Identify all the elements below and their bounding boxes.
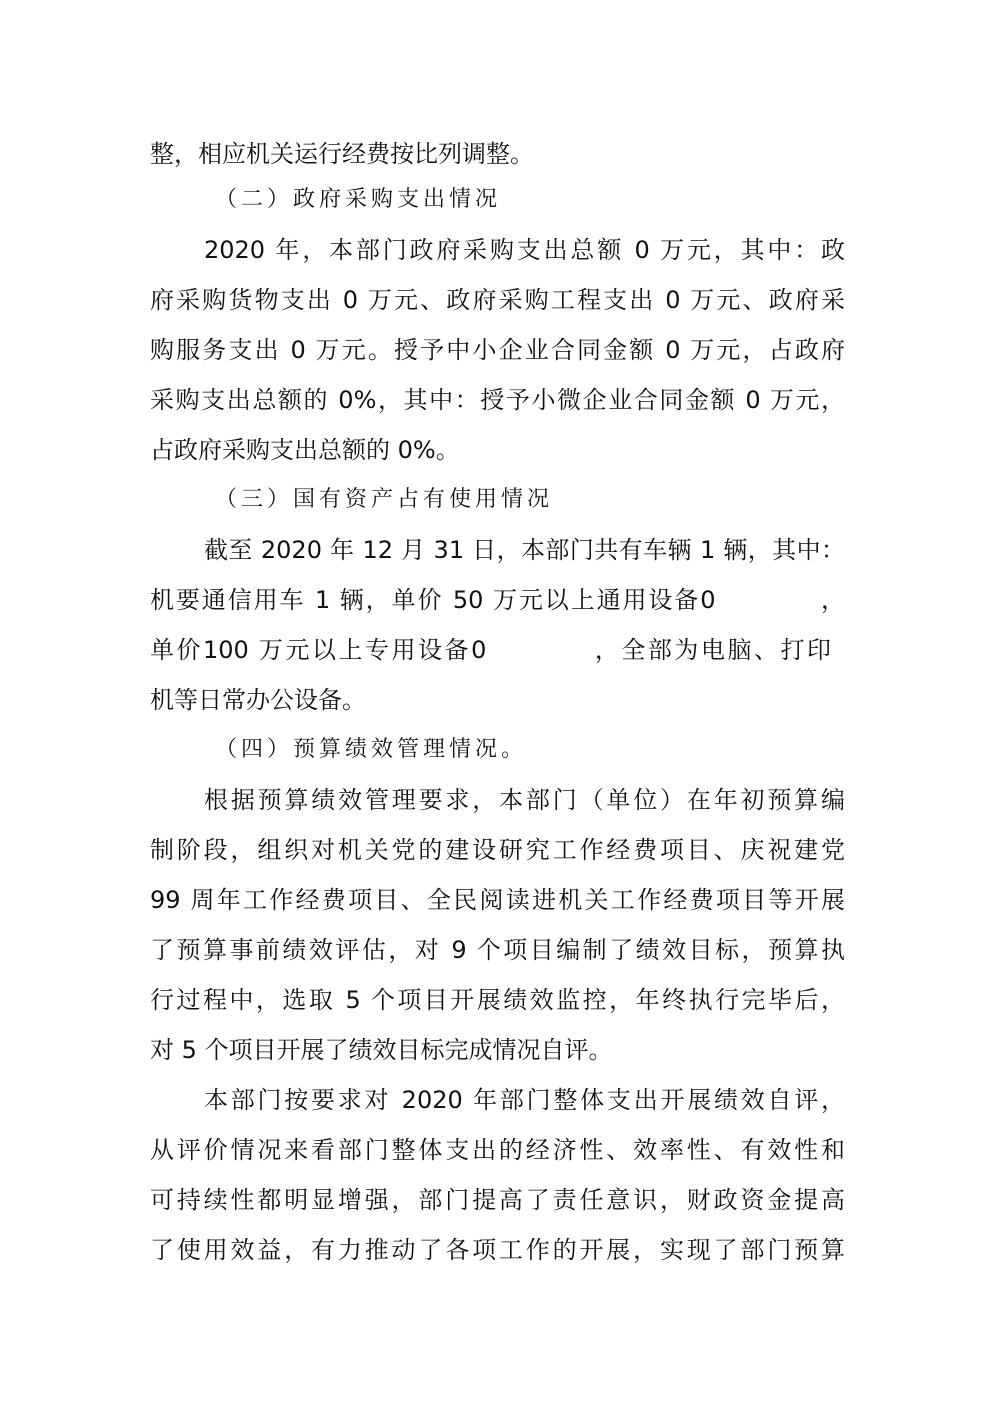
paragraph-line: 占政府采购支出总额的 0%。 xyxy=(150,436,460,464)
paragraph-line: 根据预算绩效管理要求，本部门（单位）在年初预算编 xyxy=(204,786,845,814)
paragraph-line: 单价100 万元以上专用设备0 ，全部为电脑、打印 xyxy=(150,636,831,664)
paragraph-line: 机等日常办公设备。 xyxy=(150,686,366,714)
paragraph-line: 制阶段，组织对机关党的建设研究工作经费项目、庆祝建党 xyxy=(150,836,845,864)
paragraph-line: 99 周年工作经费项目、全民阅读进机关工作经费项目等开展 xyxy=(150,886,845,914)
paragraph-line: 从评价情况来看部门整体支出的经济性、效率性、有效性和 xyxy=(150,1136,845,1164)
paragraph-line: 可持续性都明显增强，部门提高了责任意识，财政资金提高 xyxy=(150,1186,845,1214)
paragraph-line: 截至 2020 年 12 月 31 日，本部门共有车辆 1 辆，其中： xyxy=(204,536,845,564)
paragraph-line: 整，相应机关运行经费按比列调整。 xyxy=(150,140,534,168)
paragraph-line: 2020 年，本部门政府采购支出总额 0 万元，其中：政 xyxy=(204,236,845,264)
paragraph-line: 了使用效益，有力推动了各项工作的开展，实现了部门预算 xyxy=(150,1236,845,1264)
paragraph-line: 机要通信用车 1 辆，单价 50 万元以上通用设备0 ， xyxy=(150,586,845,614)
paragraph-line: 了预算事前绩效评估，对 9 个项目编制了绩效目标，预算执 xyxy=(150,936,845,964)
paragraph-line: 府采购货物支出 0 万元、政府采购工程支出 0 万元、政府采 xyxy=(150,286,845,314)
section-heading-government-procurement: （二）政府采购支出情况 xyxy=(215,187,502,212)
paragraph-line: 采购支出总额的 0%，其中：授予小微企业合同金额 0 万元， xyxy=(150,386,845,414)
paragraph-line: 购服务支出 0 万元。授予中小企业合同金额 0 万元，占政府 xyxy=(150,336,845,364)
paragraph-line: 对 5 个项目开展了绩效目标完成情况自评。 xyxy=(150,1036,613,1064)
paragraph-line: 本部门按要求对 2020 年部门整体支出开展绩效自评， xyxy=(204,1086,845,1114)
paragraph-line: 行过程中，选取 5 个项目开展绩效监控，年终执行完毕后， xyxy=(150,986,845,1014)
section-heading-performance-management: （四）预算绩效管理情况。 xyxy=(215,737,528,762)
section-heading-state-assets: （三）国有资产占有使用情况 xyxy=(215,487,554,512)
